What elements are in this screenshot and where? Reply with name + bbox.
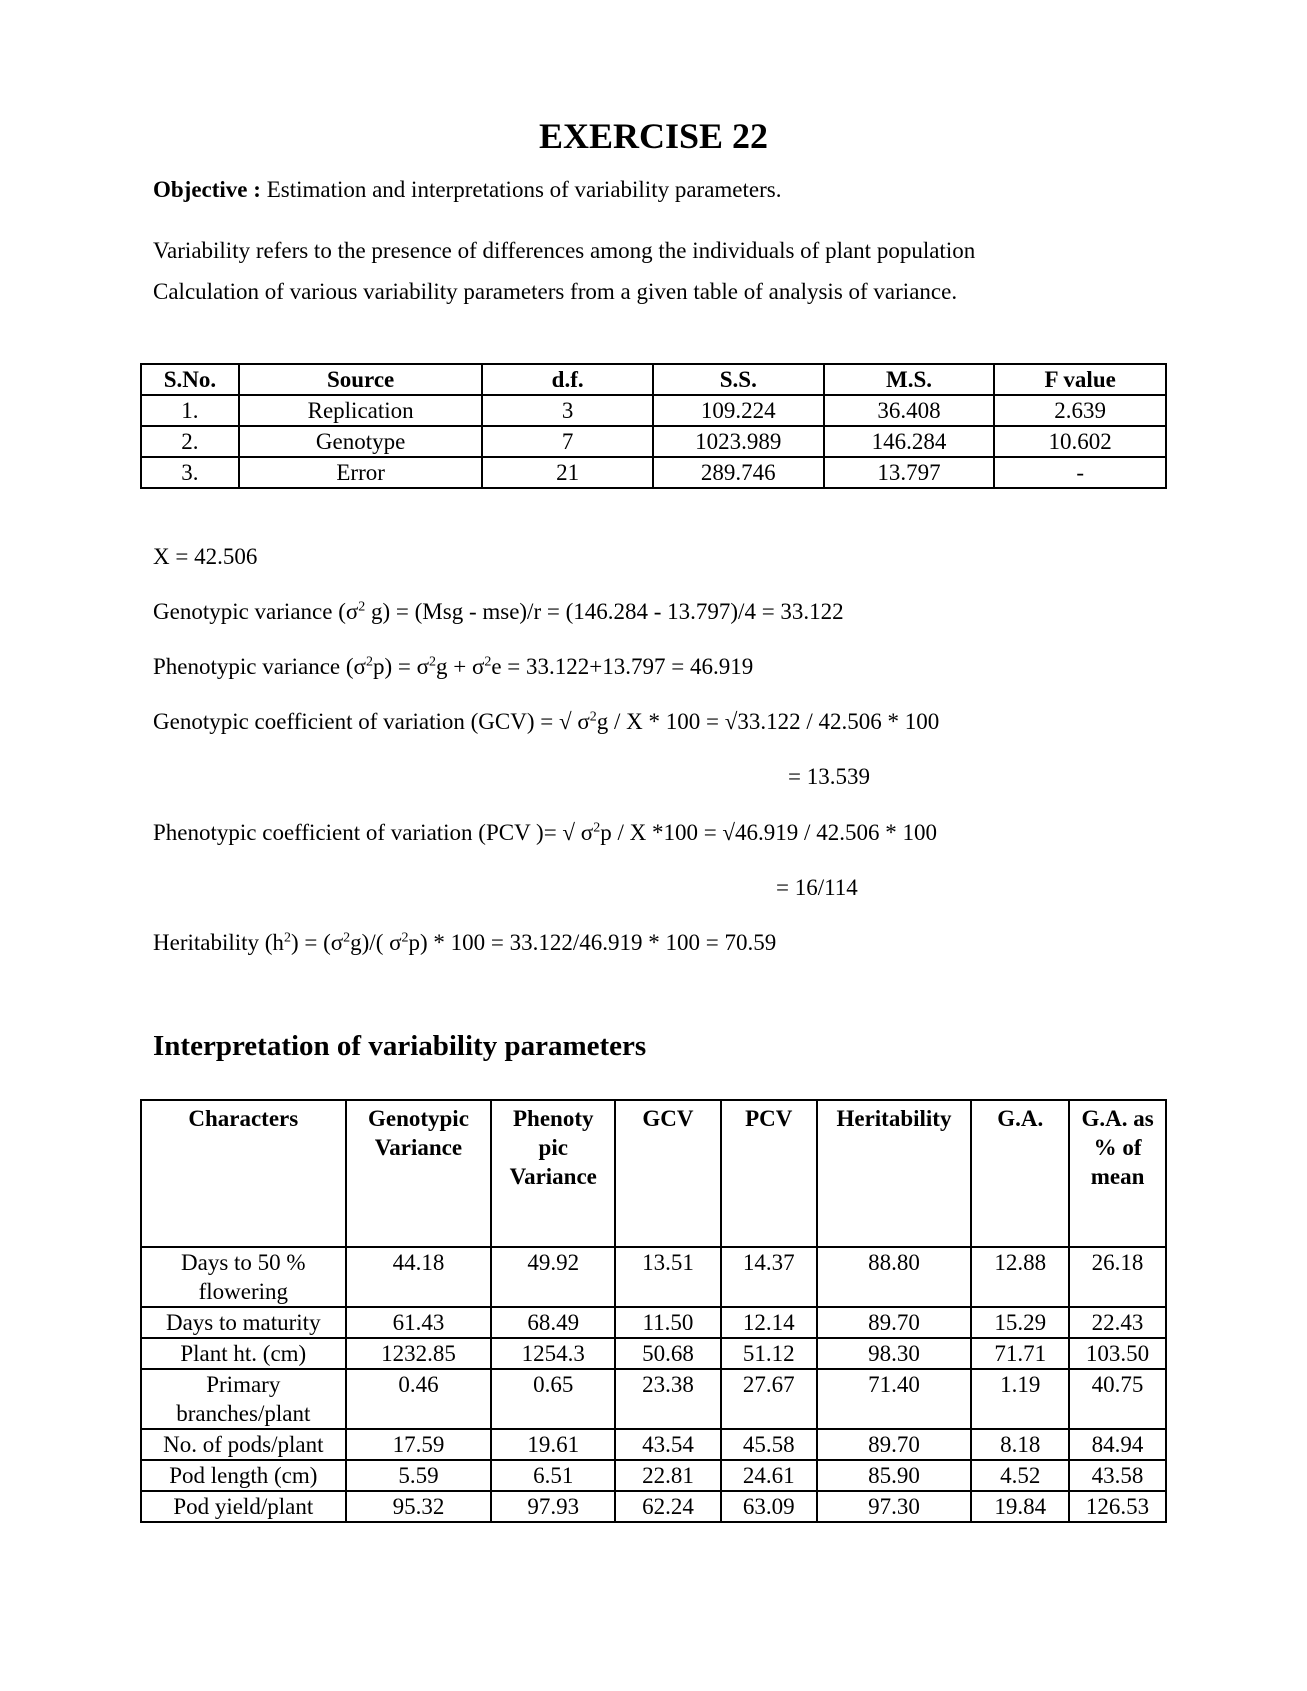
- formula-text: Phenotypic variance (σ: [153, 654, 366, 679]
- table-cell: 84.94: [1069, 1429, 1166, 1460]
- anova-cell: 13.797: [824, 457, 995, 488]
- table-cell: 0.46: [346, 1369, 492, 1429]
- pcv-result: = 16/114: [776, 875, 858, 900]
- table-cell: 22.81: [615, 1460, 721, 1491]
- anova-row: [141, 426, 1166, 457]
- formula-text: p) = σ: [372, 654, 429, 679]
- table-cell: 8.18: [971, 1429, 1069, 1460]
- anova-cell: 1.: [141, 395, 239, 426]
- table-cell: 1254.3: [491, 1338, 615, 1369]
- anova-header-cell: d.f.: [482, 364, 653, 395]
- anova-header-row: [141, 364, 1166, 395]
- anova-table: [140, 363, 1167, 489]
- formula-text: ) = (σ: [290, 930, 344, 955]
- superscript: 2: [358, 599, 366, 615]
- anova-cell: 3.: [141, 457, 239, 488]
- mean-line: X = 42.506: [153, 544, 258, 569]
- anova-cell: 7: [482, 426, 653, 457]
- table-cell: 0.65: [491, 1369, 615, 1429]
- superscript: 2: [365, 654, 373, 670]
- interpretation-table: [140, 1099, 1167, 1523]
- table-cell: Primary branches/plant: [141, 1369, 346, 1429]
- anova-header-cell: F value: [994, 364, 1166, 395]
- formula-text: g) = (Msg - mse)/r = (146.284 - 13.797)/4 = 33.122: [365, 599, 844, 624]
- table-cell: 97.30: [817, 1491, 972, 1522]
- superscript: 2: [428, 654, 436, 670]
- anova-cell: Replication: [239, 395, 483, 426]
- interp-header-cell: Characters: [141, 1100, 346, 1247]
- table-cell: 88.80: [817, 1247, 972, 1307]
- interp-header-cell: Genotypic Variance: [346, 1100, 492, 1247]
- table-cell: 17.59: [346, 1429, 492, 1460]
- formula-text: Genotypic coefficient of variation (GCV) = √ σ: [153, 709, 590, 734]
- table-cell: Days to 50 % flowering: [141, 1247, 346, 1307]
- table-cell: 12.14: [721, 1307, 817, 1338]
- objective-text: Estimation and interpretations of variability parameters.: [266, 177, 782, 202]
- table-cell: 89.70: [817, 1429, 972, 1460]
- anova-cell: 109.224: [653, 395, 824, 426]
- table-cell: 15.29: [971, 1307, 1069, 1338]
- superscript: 2: [343, 930, 351, 946]
- superscript: 2: [401, 930, 409, 946]
- table-cell: 62.24: [615, 1491, 721, 1522]
- table-cell: 5.59: [346, 1460, 492, 1491]
- formula-text: g / X * 100 = √33.122 / 42.506 * 100: [596, 709, 940, 734]
- anova-header-cell: M.S.: [824, 364, 995, 395]
- table-cell: 19.84: [971, 1491, 1069, 1522]
- table-cell: 26.18: [1069, 1247, 1166, 1307]
- table-row: [141, 1338, 1166, 1369]
- table-cell: 103.50: [1069, 1338, 1166, 1369]
- interp-header-cell: G.A. as % of mean: [1069, 1100, 1166, 1247]
- superscript: 2: [484, 654, 492, 670]
- interp-header-cell: Phenoty pic Variance: [491, 1100, 615, 1247]
- table-cell: 6.51: [491, 1460, 615, 1491]
- formula-text: g)/( σ: [350, 930, 402, 955]
- table-row: [141, 1460, 1166, 1491]
- table-cell: 11.50: [615, 1307, 721, 1338]
- table-cell: 19.61: [491, 1429, 615, 1460]
- superscript: 2: [589, 709, 597, 725]
- anova-cell: Genotype: [239, 426, 483, 457]
- genotypic-variance-line: [153, 599, 844, 625]
- formula-text: p) * 100 = 33.122/46.919 * 100 = 70.59: [408, 930, 777, 955]
- anova-cell: -: [994, 457, 1166, 488]
- table-cell: 71.40: [817, 1369, 972, 1429]
- anova-header-cell: S.S.: [653, 364, 824, 395]
- anova-cell: 1023.989: [653, 426, 824, 457]
- anova-cell: 2.: [141, 426, 239, 457]
- table-cell: 27.67: [721, 1369, 817, 1429]
- table-cell: 89.70: [817, 1307, 972, 1338]
- table-cell: Plant ht. (cm): [141, 1338, 346, 1369]
- intro-line-1: Variability refers to the presence of differences among the individuals of plant population: [153, 238, 976, 263]
- formula-text: g + σ: [435, 654, 485, 679]
- table-cell: 1232.85: [346, 1338, 492, 1369]
- anova-cell: 2.639: [994, 395, 1166, 426]
- table-cell: Pod yield/plant: [141, 1491, 346, 1522]
- table-cell: 95.32: [346, 1491, 492, 1522]
- table-row: [141, 1491, 1166, 1522]
- table-cell: 61.43: [346, 1307, 492, 1338]
- table-cell: 14.37: [721, 1247, 817, 1307]
- table-cell: 23.38: [615, 1369, 721, 1429]
- interp-header-row: [141, 1100, 1166, 1247]
- anova-cell: 146.284: [824, 426, 995, 457]
- table-cell: 13.51: [615, 1247, 721, 1307]
- table-cell: 98.30: [817, 1338, 972, 1369]
- table-cell: Pod length (cm): [141, 1460, 346, 1491]
- table-cell: 49.92: [491, 1247, 615, 1307]
- interp-header-cell: G.A.: [971, 1100, 1069, 1247]
- page-title: EXERCISE 22: [538, 116, 769, 156]
- gcv-result: = 13.539: [788, 764, 870, 789]
- heritability-line: [153, 930, 776, 956]
- anova-cell: 3: [482, 395, 653, 426]
- superscript: 2: [283, 930, 291, 946]
- formula-text: Phenotypic coefficient of variation (PCV )= √ σ: [153, 820, 594, 845]
- anova-cell: 289.746: [653, 457, 824, 488]
- table-cell: 43.58: [1069, 1460, 1166, 1491]
- table-cell: 43.54: [615, 1429, 721, 1460]
- objective-label: Objective :: [153, 177, 261, 202]
- table-cell: 97.93: [491, 1491, 615, 1522]
- table-cell: 51.12: [721, 1338, 817, 1369]
- formula-text: e = 33.122+13.797 = 46.919: [491, 654, 754, 679]
- anova-cell: 21: [482, 457, 653, 488]
- interp-header-cell: PCV: [721, 1100, 817, 1247]
- formula-text: Genotypic variance (σ: [153, 599, 359, 624]
- table-cell: 4.52: [971, 1460, 1069, 1491]
- table-cell: 50.68: [615, 1338, 721, 1369]
- anova-cell: Error: [239, 457, 483, 488]
- table-cell: 126.53: [1069, 1491, 1166, 1522]
- table-cell: Days to maturity: [141, 1307, 346, 1338]
- anova-cell: 10.602: [994, 426, 1166, 457]
- interp-header-cell: GCV: [615, 1100, 721, 1247]
- anova-header-cell: S.No.: [141, 364, 239, 395]
- formula-text: Heritability (h: [153, 930, 284, 955]
- table-row: [141, 1429, 1166, 1460]
- table-cell: 24.61: [721, 1460, 817, 1491]
- table-row: [141, 1247, 1166, 1307]
- table-cell: 71.71: [971, 1338, 1069, 1369]
- intro-line-2: Calculation of various variability parameters from a given table of analysis of variance.: [153, 279, 958, 304]
- table-cell: 22.43: [1069, 1307, 1166, 1338]
- table-cell: 85.90: [817, 1460, 972, 1491]
- table-cell: 68.49: [491, 1307, 615, 1338]
- table-row: [141, 1369, 1166, 1429]
- table-cell: No. of pods/plant: [141, 1429, 346, 1460]
- table-row: [141, 1307, 1166, 1338]
- table-cell: 44.18: [346, 1247, 492, 1307]
- gcv-line: [153, 709, 939, 735]
- interp-header-cell: Heritability: [817, 1100, 972, 1247]
- superscript: 2: [593, 820, 601, 836]
- anova-row: [141, 457, 1166, 488]
- table-cell: 12.88: [971, 1247, 1069, 1307]
- table-cell: 63.09: [721, 1491, 817, 1522]
- table-cell: 45.58: [721, 1429, 817, 1460]
- pcv-line: [153, 820, 937, 846]
- phenotypic-variance-line: [153, 654, 753, 680]
- objective-line: [153, 177, 781, 203]
- table-cell: 40.75: [1069, 1369, 1166, 1429]
- interpretation-heading: Interpretation of variability parameters: [153, 1030, 647, 1062]
- table-cell: 1.19: [971, 1369, 1069, 1429]
- anova-cell: 36.408: [824, 395, 995, 426]
- anova-row: [141, 395, 1166, 426]
- anova-header-cell: Source: [239, 364, 483, 395]
- formula-text: p / X *100 = √46.919 / 42.506 * 100: [600, 820, 937, 845]
